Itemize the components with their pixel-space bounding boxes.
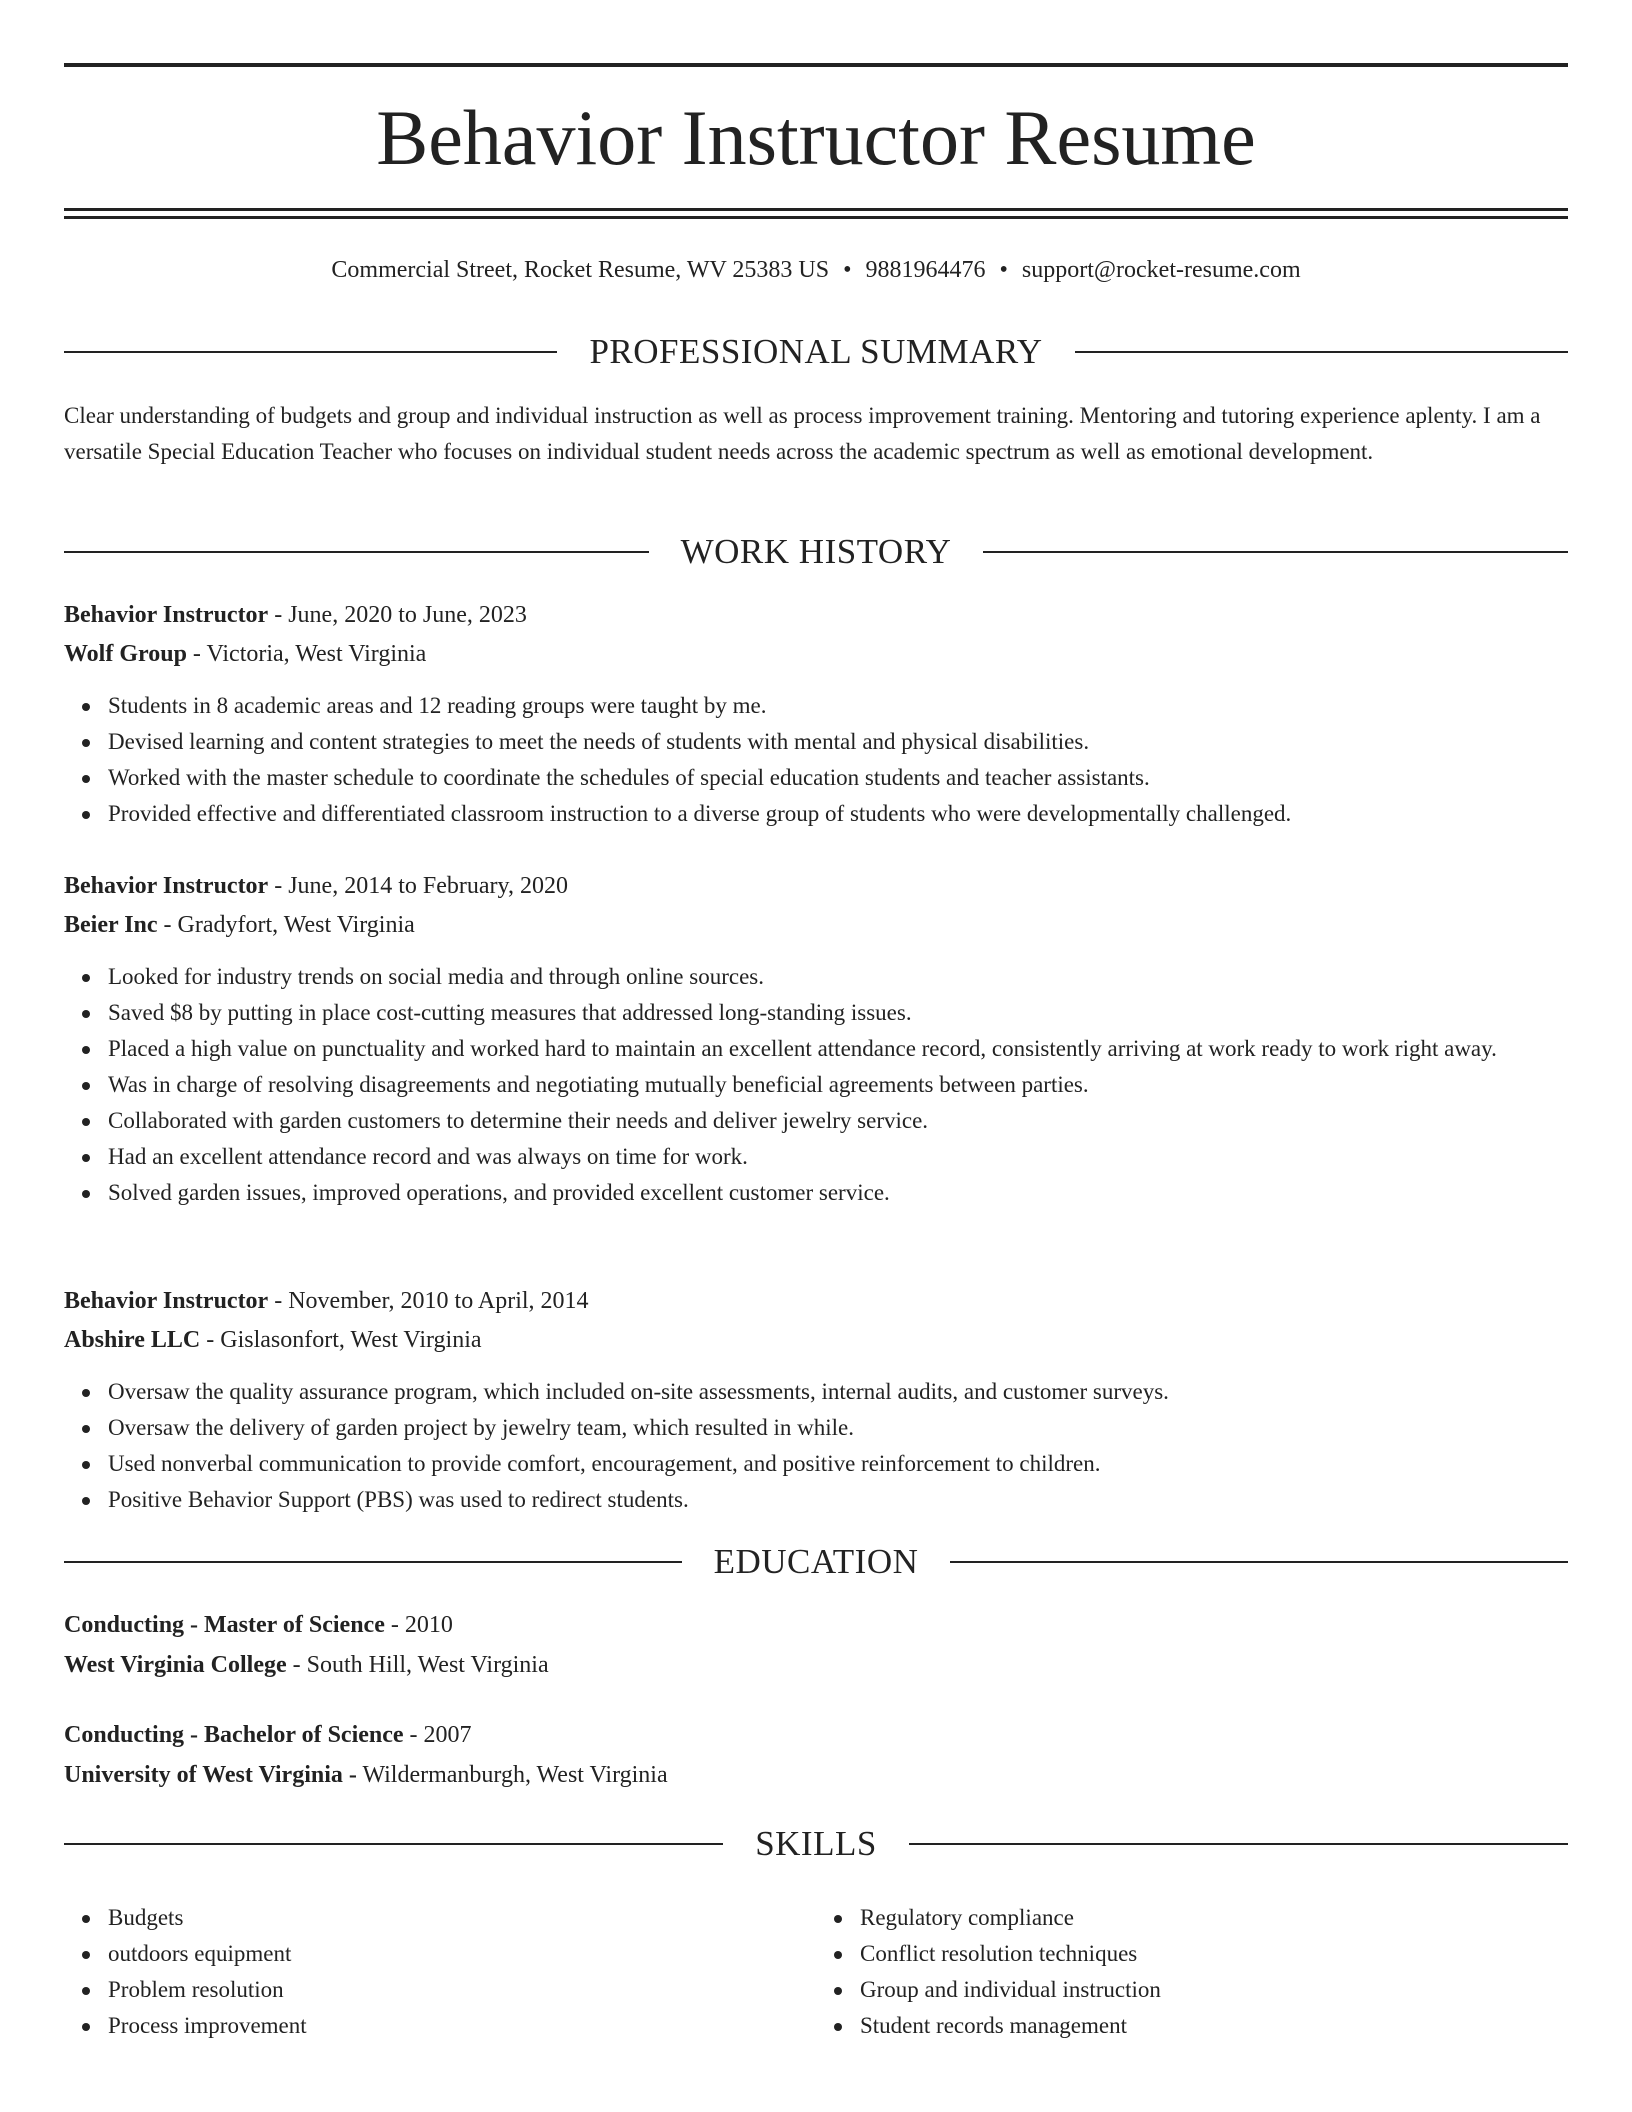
job-company: Abshire LLC — [64, 1327, 201, 1353]
divider — [950, 1561, 1568, 1563]
contact-separator: • — [843, 257, 852, 283]
job-entry — [64, 867, 1568, 1211]
title-double-rule-upper — [64, 208, 1568, 211]
edu-location: - South Hill, West Virginia — [286, 1652, 549, 1678]
list-item: Devised learning and content strategies to meet the needs of students with mental and physical disabilities. — [108, 724, 1568, 760]
contact-phone: 9881964476 — [865, 257, 986, 283]
list-item: Students in 8 academic areas and 12 reading groups were taught by me. — [108, 688, 1568, 724]
list-item: Oversaw the delivery of garden project by jewelry team, which resulted in while. — [108, 1410, 1568, 1446]
job-title: Behavior Instructor — [64, 602, 269, 628]
edu-location: Wildermanburgh, West Virginia — [356, 1762, 668, 1788]
list-item: Placed a high value on punctuality and worked hard to maintain an excellent attendance record, consistently arriving at work ready to work right away. — [108, 1031, 1568, 1067]
job-entry — [64, 1282, 1568, 1518]
job-title: Behavior Instructor — [64, 873, 269, 899]
skill-item: Problem resolution — [108, 1972, 816, 2008]
divider — [64, 1843, 723, 1845]
resume-title: Behavior Instructor Resume — [376, 94, 1256, 181]
job-dates: - June, 2020 to June, 2023 — [268, 602, 527, 628]
skill-item: Student records management — [860, 2008, 1568, 2044]
top-rule — [64, 63, 1568, 67]
list-item: Collaborated with garden customers to determine their needs and deliver jewelry service. — [108, 1103, 1568, 1139]
divider — [64, 551, 649, 553]
section-title-skills: SKILLS — [755, 1824, 877, 1863]
job-bullets — [64, 688, 1568, 832]
edu-year: - 2007 — [403, 1722, 472, 1748]
edu-school: University of West Virginia - — [64, 1762, 357, 1788]
edu-school: West Virginia College — [64, 1652, 287, 1678]
list-item: Used nonverbal communication to provide comfort, encouragement, and positive reinforcement to children. — [108, 1446, 1568, 1482]
job-dates: - November, 2010 to April, 2014 — [268, 1288, 589, 1314]
edu-degree: Conducting - Master of Science — [64, 1612, 385, 1638]
divider — [909, 1843, 1568, 1845]
divider — [1075, 351, 1568, 353]
section-header-work — [64, 530, 1568, 574]
list-item: Oversaw the quality assurance program, which included on-site assessments, internal audits, and customer surveys. — [108, 1374, 1568, 1410]
job-location: - Gradyfort, West Virginia — [157, 912, 415, 938]
list-item: Saved $8 by putting in place cost-cutting measures that addressed long-standing issues. — [108, 995, 1568, 1031]
summary-text: Clear understanding of budgets and group and individual instruction as well as process improvement training. Mentoring and tutoring experience aplenty. I am a versatile Special Education Teacher who focuses on individual student needs across the academic spectrum as well as emotional development. — [64, 403, 1541, 464]
education-entry — [64, 1715, 1568, 1795]
list-item: Had an excellent attendance record and was always on time for work. — [108, 1139, 1568, 1175]
edu-year: - 2010 — [384, 1612, 453, 1638]
section-title-summary: PROFESSIONAL SUMMARY — [589, 332, 1043, 371]
job-bullets — [64, 959, 1568, 1211]
skill-item: Budgets — [108, 1900, 816, 1936]
job-company: Wolf Group — [64, 641, 187, 667]
list-item: Worked with the master schedule to coordinate the schedules of special education students and teacher assistants. — [108, 760, 1568, 796]
section-header-education — [64, 1540, 1568, 1584]
job-location: - Gislasonfort, West Virginia — [200, 1327, 482, 1353]
contact-address: Commercial Street, Rocket Resume, WV 25383 US — [331, 257, 830, 283]
section-header-summary — [64, 330, 1568, 374]
skills-left-list — [64, 1900, 816, 2044]
list-item: Was in charge of resolving disagreements and negotiating mutually beneficial agreements between parties. — [108, 1067, 1568, 1103]
contact-email: support@rocket-resume.com — [1021, 257, 1301, 283]
skill-item: Regulatory compliance — [860, 1900, 1568, 1936]
skill-item: outdoors equipment — [108, 1936, 816, 1972]
job-bullets — [64, 1374, 1568, 1518]
divider — [64, 1561, 682, 1563]
list-item: Looked for industry trends on social media and through online sources. — [108, 959, 1568, 995]
skill-item: Group and individual instruction — [860, 1972, 1568, 2008]
section-title-work: WORK HISTORY — [680, 532, 952, 571]
job-title: Behavior Instructor — [64, 1288, 269, 1314]
skills-columns — [64, 1900, 1568, 2044]
education-entry — [64, 1605, 1568, 1685]
section-title-education: EDUCATION — [713, 1542, 919, 1581]
skill-item: Process improvement — [108, 2008, 816, 2044]
skill-item: Conflict resolution techniques — [860, 1936, 1568, 1972]
job-dates: - June, 2014 to February, 2020 — [268, 873, 568, 899]
section-header-skills — [64, 1822, 1568, 1866]
list-item: Solved garden issues, improved operations, and provided excellent customer service. — [108, 1175, 1568, 1211]
divider — [983, 551, 1568, 553]
list-item: Positive Behavior Support (PBS) was used to redirect students. — [108, 1482, 1568, 1518]
contact-line — [64, 254, 1568, 286]
job-company: Beier Inc — [64, 912, 158, 938]
list-item: Provided effective and differentiated classroom instruction to a diverse group of students who were developmentally challenged. — [108, 796, 1568, 832]
edu-degree: Conducting - Bachelor of Science — [64, 1722, 404, 1748]
job-entry — [64, 596, 1568, 832]
divider — [64, 351, 557, 353]
job-location: - Victoria, West Virginia — [186, 641, 427, 667]
title-double-rule-lower — [64, 216, 1568, 219]
skills-right-list — [816, 1900, 1568, 2044]
contact-separator: • — [999, 257, 1008, 283]
